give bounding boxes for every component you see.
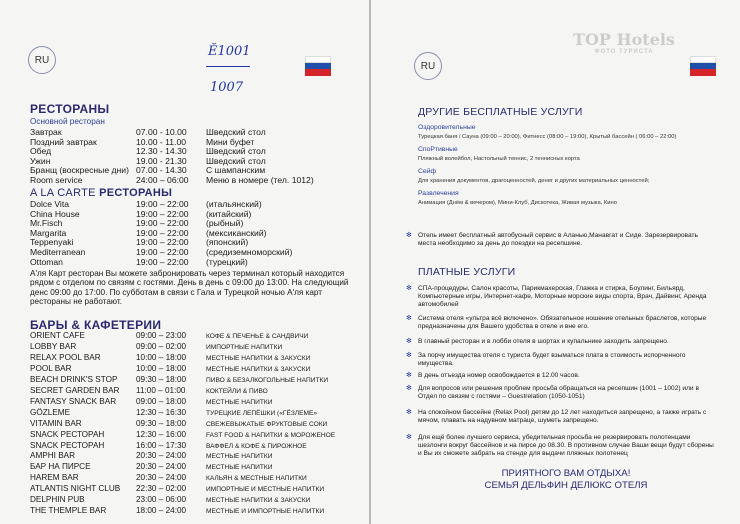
row-desc: ИМПОРТНЫЕ НАПИТКИ <box>206 343 283 351</box>
main-restaurant-subtitle: Основной ресторан <box>30 117 105 126</box>
row-name: Ужин <box>30 155 51 166</box>
alacarte-booking-note: А'ля Карт ресторан Вы можете забронировать через терминал который находится рядом с отделом по связям с гостями. День в день с 09:00 до 13:00. На следующий денс 09:00 до 17:00. По субботам в связи с Гала и Турецкой ночью А'ля карт рестораны не работают. <box>30 269 349 307</box>
row-time: 12.30 - 14.30 <box>136 146 187 157</box>
row-time: 20:30 – 24:00 <box>136 473 187 483</box>
language-label-right: RU <box>420 60 436 72</box>
row-time: 10:00 – 18:00 <box>136 352 187 362</box>
row-time: 19.00 - 21.30 <box>136 155 187 166</box>
row-name: RELAX POOL BAR <box>30 352 101 362</box>
row-name: Обед <box>30 146 52 157</box>
language-badge-right <box>414 52 442 80</box>
row-time: 11:00 – 01:00 <box>136 385 186 395</box>
restaurants-heading: РЕСТОРАНЫ <box>30 102 110 116</box>
free-service-text: Пляжный волейбол, Настольный теннис, 2 теннисных корта <box>418 156 580 162</box>
language-label: RU <box>34 54 50 66</box>
row-name: DELPHIN PUB <box>30 495 85 505</box>
row-desc: МЕСТНЫЕ НАПИТКИ & ЗАКУСКИ <box>206 365 311 373</box>
free-service-label: СпоРтивные <box>418 146 458 153</box>
row-desc: ИМПОРТНЫЕ И МЕСТНЫЕ НАПИТКИ <box>206 486 325 494</box>
row-desc: (японский) <box>206 237 249 248</box>
row-name: LOBBY BAR <box>30 341 77 351</box>
row-desc: МЕСТНЫЕ НАПИТКИ & ЗАКУСКИ <box>206 497 311 505</box>
row-desc: С шампанским <box>206 165 266 176</box>
rule-item: ✻ За порчу имущества отеля с туриста будет взыматься плата в стоимость испорченного имущества. <box>418 352 714 368</box>
free-service-text: Для хранения документов, драгоценностей, денег и других материальных ценностей; <box>418 178 650 184</box>
row-name: POOL BAR <box>30 363 72 373</box>
row-name: VITAMIN BAR <box>30 418 82 428</box>
rule-item: ✻ Система отеля «ультра всё включено». Обязательное ношение отельных браслетов, которые предназначены для Вашего удобства в отеле и вне его. <box>418 315 714 331</box>
row-name: AMPHI BAR <box>30 451 76 461</box>
row-time: 09:00 – 23:00 <box>136 331 187 340</box>
row-desc: Шведский стол <box>206 146 266 157</box>
rule-item: ✻ В главный ресторан и в лобби отеля в шортах и купальнике заходить запрещено. <box>418 338 714 346</box>
closing-line-1: ПРИЯТНОГО ВАМ ОТДЫХА! <box>501 468 631 479</box>
rule-item: ✻ Для ещё более лучшего сервиса, убедительная просьба не резервировать полотенцами шезлонги вокруг бассейнов и на пирсе до 08.30. В противном случае Ваши вещи будут сборены и Вы их сможете забрать на стенде для выдачи пляжных полотенец <box>418 434 714 459</box>
row-desc: КОКТЕЙЛИ & ПИВО <box>206 387 268 395</box>
row-time: 10:00 – 18:00 <box>136 363 187 373</box>
row-time: 10.00 - 11.00 <box>136 136 187 147</box>
row-name: BEACH DRINK'S STOP <box>30 374 118 384</box>
row-name: Teppenyaki <box>30 237 74 248</box>
row-desc: КОФЕ & ПЕЧЕНЬЕ & САНДВИЧИ <box>206 333 309 340</box>
row-time: 19:00 – 22:00 <box>136 227 189 238</box>
row-desc: МЕСТНЫЕ И ИМПОРТНЫЕ НАПИТКИ <box>206 508 325 516</box>
row-time: 20:30 – 24:00 <box>136 462 187 472</box>
row-name: THE THEMPLE BAR <box>30 506 107 516</box>
row-desc: (рыбный) <box>206 218 244 229</box>
row-name: Margarita <box>30 227 67 238</box>
row-time: 12:30 – 16:30 <box>136 407 187 417</box>
row-time: 09:00 – 18:00 <box>136 396 187 406</box>
language-badge <box>28 46 56 74</box>
paid-services-text: ✻ СПА-процедуры, Салон красоты, Парикмахерская, Глажка и стирка, Боулинг, Бильярд, Компьютерные игры, Интернет-кафе, Моторные морские виды спорта, Врач, Дайвинг, Аренда автомобилей <box>418 285 714 310</box>
alacarte-prefix: A LA CARTE <box>30 187 96 199</box>
row-name: HAREM BAR <box>30 473 79 483</box>
russian-flag-icon-right <box>690 56 716 76</box>
watermark-subtext: ФОТО ТУРИСТА <box>594 49 654 55</box>
row-time: 19:00 – 22:00 <box>136 208 189 219</box>
row-name: ATLANTIS NIGHT CLUB <box>30 484 121 494</box>
row-name: SNACK РЕСТОРАН <box>30 440 105 450</box>
row-desc: (средиземноморский) <box>206 247 293 257</box>
rule-item: ✻ Для вопросов или решения проблем просьба обращаться на ресепшин (1001 – 1002) или в Отдел по связям с гостями – Guestrelation (1050-1051) <box>418 385 714 401</box>
row-desc: Шведский стол <box>206 127 266 137</box>
free-service-text: Турецкая баня / Сауна (09:00 – 20:00), Фитнесс (08:00 – 19:00), Крытый бассейн ( 06:00 – 22:00) <box>418 134 677 140</box>
handwritten-note-2: 1007 <box>210 80 244 95</box>
row-time: 19:00 – 22:00 <box>136 237 189 248</box>
alacarte-heading <box>30 187 172 199</box>
row-time: 09:30 – 18:00 <box>136 418 187 428</box>
row-desc: FAST FOOD & НАПИТКИ & МОРОЖЕНОЕ <box>206 431 336 439</box>
free-service-label: Оздоровительные <box>418 124 476 131</box>
row-desc: Меню в номере (тел. 1012) <box>206 175 314 185</box>
row-desc: ПИВО & БЕЗАЛКОГОЛЬНЫЕ НАПИТКИ <box>206 376 329 384</box>
row-time: 19:00 – 22:00 <box>136 256 189 267</box>
row-desc: (китайский) <box>206 208 252 219</box>
closing-message <box>418 468 714 492</box>
row-name: SECRET GARDEN BAR <box>30 385 120 395</box>
row-desc: Шведский стол <box>206 155 266 166</box>
closing-line-2: СЕМЬЯ ДЕЛЬФИН ДЕЛЮКС ОТЕЛЯ <box>484 480 648 491</box>
row-desc: (мексиканский) <box>206 227 267 238</box>
row-name: Mediterranean <box>30 247 86 257</box>
row-name: Завтрак <box>30 127 62 137</box>
row-name: ORIENT CAFE <box>30 331 85 340</box>
row-time: 22:30 – 02:00 <box>136 484 187 494</box>
free-service-text: Анимация (Днём & вечером), Мини-Клуб, Дискотека, Живая музыка, Кино <box>418 200 617 206</box>
row-time: 19:00 – 22:00 <box>136 247 189 257</box>
row-time: 09:00 – 02:00 <box>136 341 187 351</box>
row-desc: КАЛЬЯН & МЕСТНЫЕ НАПИТКИ <box>206 475 307 483</box>
row-name: Mr.Fisch <box>30 218 63 229</box>
alacarte-title: РЕСТОРАНЫ <box>99 187 173 199</box>
handwritten-note-1: Ĕ1001 <box>208 44 251 59</box>
row-time: 24:00 – 06:00 <box>136 175 189 185</box>
row-name: Dolce Vita <box>30 199 70 209</box>
row-time: 07.00 - 14.30 <box>136 165 187 176</box>
row-time: 18:00 – 24:00 <box>136 506 187 516</box>
free-service-label: Сейф <box>418 168 437 175</box>
row-time: 07.00 - 10.00 <box>136 127 187 137</box>
bars-heading: БАРЫ & КАФЕТЕРИИ <box>30 318 162 332</box>
rule-item: ✻ На спокойном бассейне (Relax Pool) детям до 12 лет находиться запрещено, а также играть с мячом, плавать на надувном матраце, шуметь запрещено. <box>418 409 714 425</box>
rule-item: ✻ В день отъезда номер освобождается в 12.00 часов. <box>418 372 714 380</box>
row-desc: (турецкий) <box>206 256 248 267</box>
row-time: 19:00 – 22:00 <box>136 199 189 209</box>
row-name: FANTASY SNACK BAR <box>30 396 117 406</box>
russian-flag-icon <box>305 56 331 76</box>
row-desc: ВАФФЕЛ & КОФЕ & ПИРОЖНОЕ <box>206 442 307 450</box>
paid-services-heading: ПЛАТНЫЕ УСЛУГИ <box>418 266 516 278</box>
row-name: Ottoman <box>30 256 63 267</box>
row-desc: МЕСТНЫЕ НАПИТКИ <box>206 398 273 406</box>
row-name: Поздний завтрак <box>30 136 97 147</box>
row-desc: ТУРЕЦКИЕ ЛЕПЁШКИ («ГЁЗЛЕМЕ» <box>206 409 318 417</box>
row-desc: МЕСТНЫЕ НАПИТКИ <box>206 464 273 472</box>
watermark-text: TOP Hotels <box>573 30 675 49</box>
row-desc: Мини буфет <box>206 136 255 147</box>
row-desc: МЕСТНЫЕ НАПИТКИ & ЗАКУСКИ <box>206 354 311 362</box>
row-time: 23:00 – 06:00 <box>136 495 187 505</box>
row-desc: МЕСТНЫЕ НАПИТКИ <box>206 453 273 461</box>
tophotels-watermark-logo <box>568 30 680 72</box>
row-time: 20:30 – 24:00 <box>136 451 187 461</box>
row-time: 09:30 – 18:00 <box>136 374 187 384</box>
row-name: GÖZLEME <box>30 407 71 417</box>
row-time: 19:00 – 22:00 <box>136 218 189 229</box>
free-service-label: Развлечения <box>418 190 459 197</box>
row-name: Room service <box>30 175 83 185</box>
row-name: SNACK РЕСТОРАН <box>30 429 105 439</box>
free-services-heading: ДРУГИЕ БЕСПЛАТНЫЕ УСЛУГИ <box>418 106 583 118</box>
row-desc: СВЕЖЕВЫЖАТЫЕ ФРУКТОВЫЕ СОКИ <box>206 420 328 428</box>
row-desc: (итальянский) <box>206 199 262 209</box>
left-page <box>0 0 369 524</box>
row-time: 16:00 – 17:30 <box>136 440 187 450</box>
bus-service-note: ✻ Отель имеет бесплатный автобусный сервис в Аланью,Манавгат и Сиде. Зарезервировать места необходимо за день до поездки на ресепшине. <box>418 232 714 248</box>
row-name: Бранщ (воскресные дни) <box>30 165 129 176</box>
row-name: China House <box>30 208 80 219</box>
handwritten-underline <box>206 66 250 67</box>
row-time: 12:30 – 16:00 <box>136 429 187 439</box>
row-name: БАР НА ПИРСЕ <box>30 462 91 472</box>
